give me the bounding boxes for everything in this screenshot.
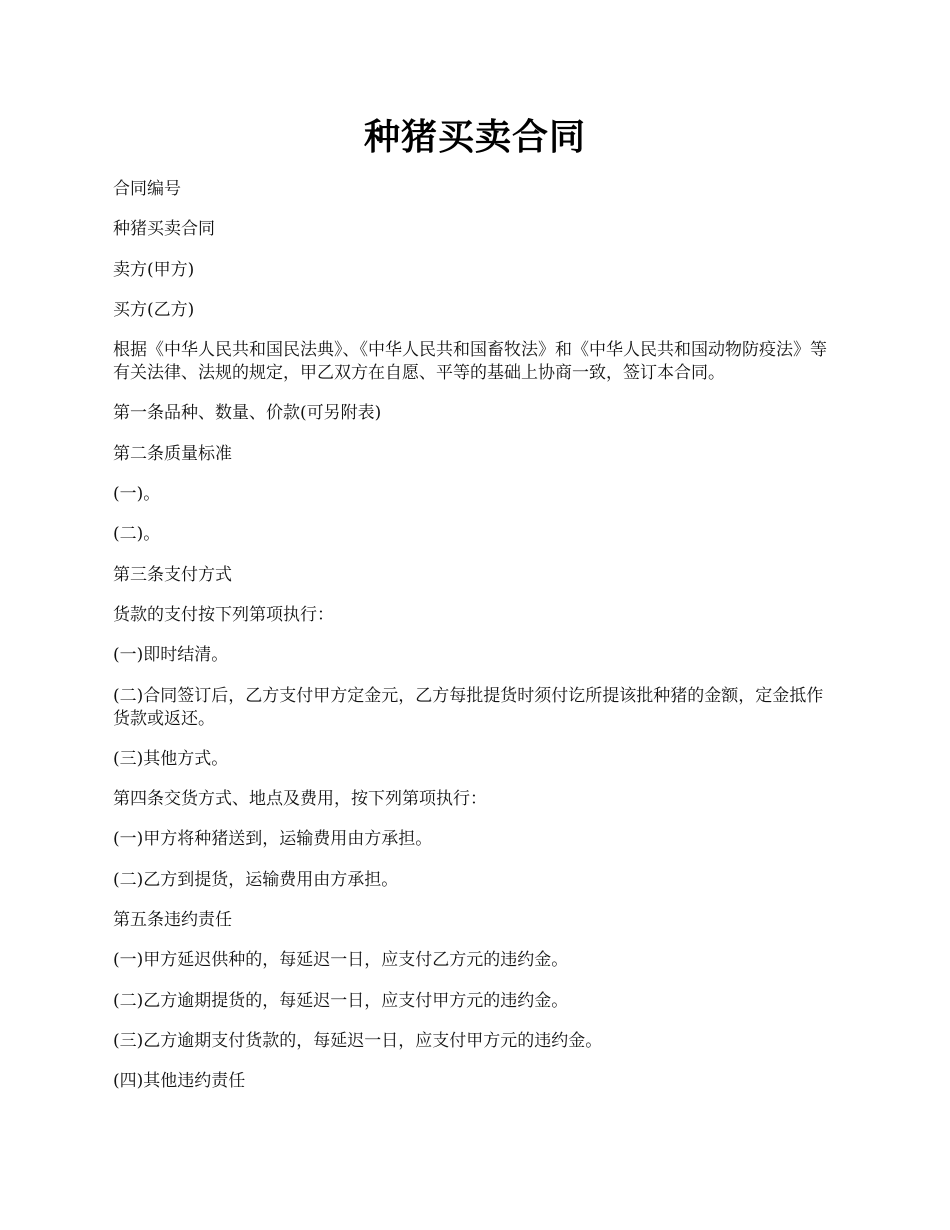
article-3-item-3: (三)其他方式。 — [113, 748, 229, 769]
article-1-heading: 第一条品种、数量、价款(可另附表) — [113, 403, 382, 424]
contract-name: 种猪买卖合同 — [113, 219, 215, 240]
article-5-item-4: (四)其他违约责任 — [113, 1071, 246, 1092]
document-title: 种猪买卖合同 — [363, 116, 586, 158]
article-5-item-2: (二)乙方逾期提货的，每延迟一日，应支付甲方元的违约金。 — [113, 990, 569, 1011]
preamble-paragraph: 根据《中华人民共和国民法典》、《中华人民共和国畜牧法》和《中华人民共和国动物防疫法》等有关法律、法规的规定，甲乙双方在自愿、平等的基础上协商一致，签订本合同。 — [113, 340, 827, 384]
article-5-heading: 第五条违约责任 — [113, 910, 232, 931]
seller-line: 卖方(甲方) — [113, 259, 195, 280]
article-5-item-3: (三)乙方逾期支付货款的，每延迟一日，应支付甲方元的违约金。 — [113, 1030, 603, 1051]
article-4-item-1: (一)甲方将种猪送到，运输费用由方承担。 — [113, 829, 433, 850]
article-4-heading: 第四条交货方式、地点及费用，按下列第项执行： — [113, 789, 487, 810]
buyer-line: 买方(乙方) — [113, 299, 195, 320]
article-3-item-1: (一)即时结清。 — [113, 645, 229, 666]
article-3-intro: 货款的支付按下列第项执行： — [113, 604, 334, 625]
document-body — [113, 178, 837, 1093]
article-3-heading: 第三条支付方式 — [113, 564, 232, 585]
article-5-item-1: (一)甲方延迟供种的，每延迟一日，应支付乙方元的违约金。 — [113, 950, 569, 971]
article-4-item-2: (二)乙方到提货，运输费用由方承担。 — [113, 869, 399, 890]
article-3-item-2: (二)合同签订后，乙方支付甲方定金元，乙方每批提货时须付讫所提该批种猪的金额，定金抵作货款或返还。 — [113, 685, 824, 729]
article-2-item-2: (二)。 — [113, 524, 161, 545]
article-2-item-1: (一)。 — [113, 484, 161, 505]
contract-number-label: 合同编号 — [113, 179, 181, 199]
article-2-heading: 第二条质量标准 — [113, 443, 232, 464]
